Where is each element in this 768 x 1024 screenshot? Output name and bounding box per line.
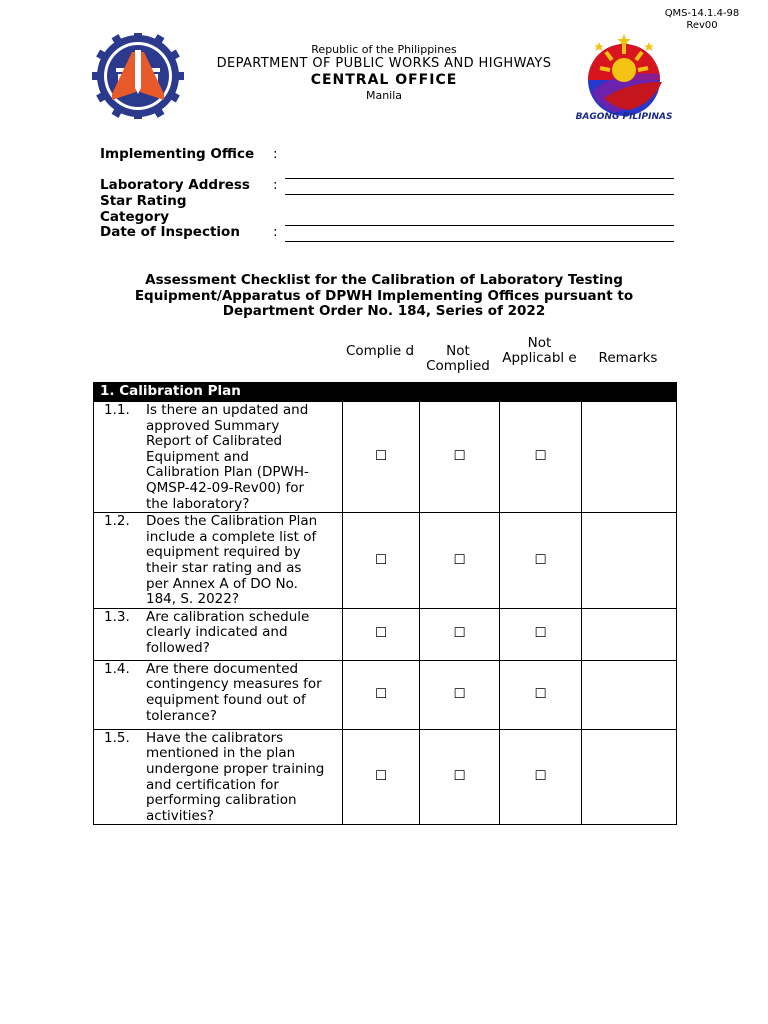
office-name: CENTRAL OFFICE [310, 72, 458, 88]
table-row [94, 729, 677, 825]
remarks-cell[interactable] [582, 729, 677, 825]
field-implementing-office-label: Implementing Office [100, 146, 255, 162]
column-header-complied: Complie d [345, 343, 415, 359]
not-complied-checkbox[interactable]: ☐ [420, 660, 500, 729]
table-row [94, 608, 677, 660]
item-number: 1.2. [104, 513, 130, 530]
document-code [650, 8, 754, 32]
field-implementing-office-colon: : [273, 146, 278, 162]
remarks-cell[interactable] [582, 402, 677, 513]
not-complied-checkbox[interactable]: ☐ [420, 729, 500, 825]
doc-code-text: QMS-14.1.4-98 [664, 8, 740, 19]
question-cell [94, 660, 343, 729]
checklist-title: Assessment Checklist for the Calibration of Laboratory Testing Equipment/Apparatus of DPWH Implementing Offices pursuant to Department Order No. 184, Series of 2022 [134, 272, 634, 319]
not-applicable-checkbox[interactable]: ☐ [500, 660, 582, 729]
item-question: Have the calibrators mentioned in the plan undergone proper training and certification for performing calibration activities? [146, 729, 325, 824]
remarks-cell[interactable] [582, 660, 677, 729]
complied-checkbox[interactable]: ☐ [343, 608, 420, 660]
field-laboratory-address-label: Laboratory Address [100, 177, 250, 193]
logo-text: BAGONG PILIPINAS [575, 112, 673, 122]
bagong-pilipinas-logo-icon [574, 30, 674, 122]
item-question: Are calibration schedule clearly indicated and followed? [146, 608, 310, 656]
table-row [94, 402, 677, 513]
checklist-table [93, 382, 677, 825]
section-title: 1. Calibration Plan [94, 383, 677, 402]
item-number: 1.1. [104, 402, 130, 418]
complied-checkbox[interactable]: ☐ [343, 729, 420, 825]
column-header-not-complied: Not Complied [426, 343, 490, 374]
question-cell [94, 402, 343, 513]
date-of-inspection-input-line[interactable] [285, 241, 674, 242]
question-cell [94, 608, 343, 660]
not-complied-checkbox[interactable]: ☐ [420, 402, 500, 513]
not-applicable-checkbox[interactable]: ☐ [500, 402, 582, 513]
remarks-cell[interactable] [582, 608, 677, 660]
dpwh-seal-icon [92, 33, 184, 119]
department-name: DEPARTMENT OF PUBLIC WORKS AND HIGHWAYS [216, 56, 552, 71]
not-applicable-checkbox[interactable]: ☐ [500, 729, 582, 825]
field-laboratory-address-colon: : [273, 177, 278, 193]
not-complied-checkbox[interactable]: ☐ [420, 608, 500, 660]
republic-line: Republic of the Philippines [311, 43, 457, 56]
complied-checkbox[interactable]: ☐ [343, 513, 420, 609]
item-number: 1.3. [104, 608, 130, 625]
field-star-rating-label: Star Rating Category [100, 193, 187, 225]
field-date-of-inspection-colon: : [273, 224, 278, 240]
remarks-cell[interactable] [582, 513, 677, 609]
complied-checkbox[interactable]: ☐ [343, 402, 420, 513]
item-question: Are there documented contingency measures for equipment found out of tolerance? [146, 660, 322, 724]
not-applicable-checkbox[interactable]: ☐ [500, 608, 582, 660]
item-question: Does the Calibration Plan include a complete list of equipment required by their star rating and as per Annex A of DO No. 184, S. 2022? [146, 513, 318, 608]
not-complied-checkbox[interactable]: ☐ [420, 513, 500, 609]
column-header-not-applicable: Not Applicabl e [502, 335, 577, 366]
table-row [94, 513, 677, 609]
revision-text: Rev00 [686, 20, 718, 31]
item-number: 1.4. [104, 660, 130, 677]
not-applicable-checkbox[interactable]: ☐ [500, 513, 582, 609]
field-date-of-inspection-label: Date of Inspection [100, 224, 240, 240]
question-cell [94, 729, 343, 825]
column-header-remarks: Remarks [598, 350, 658, 366]
item-question: Is there an updated and approved Summary Report of Calibrated Equipment and Calibration Plan (DPWH-QMSP-42-09-Rev00) for the laboratory? [146, 402, 309, 512]
question-cell [94, 513, 343, 609]
implementing-office-input-line[interactable] [285, 178, 674, 179]
complied-checkbox[interactable]: ☐ [343, 660, 420, 729]
city-name: Manila [365, 89, 403, 102]
section-header-row [94, 383, 677, 402]
star-rating-input-line[interactable] [285, 225, 674, 226]
item-number: 1.5. [104, 729, 130, 746]
table-row [94, 660, 677, 729]
laboratory-address-input-line[interactable] [285, 194, 674, 195]
